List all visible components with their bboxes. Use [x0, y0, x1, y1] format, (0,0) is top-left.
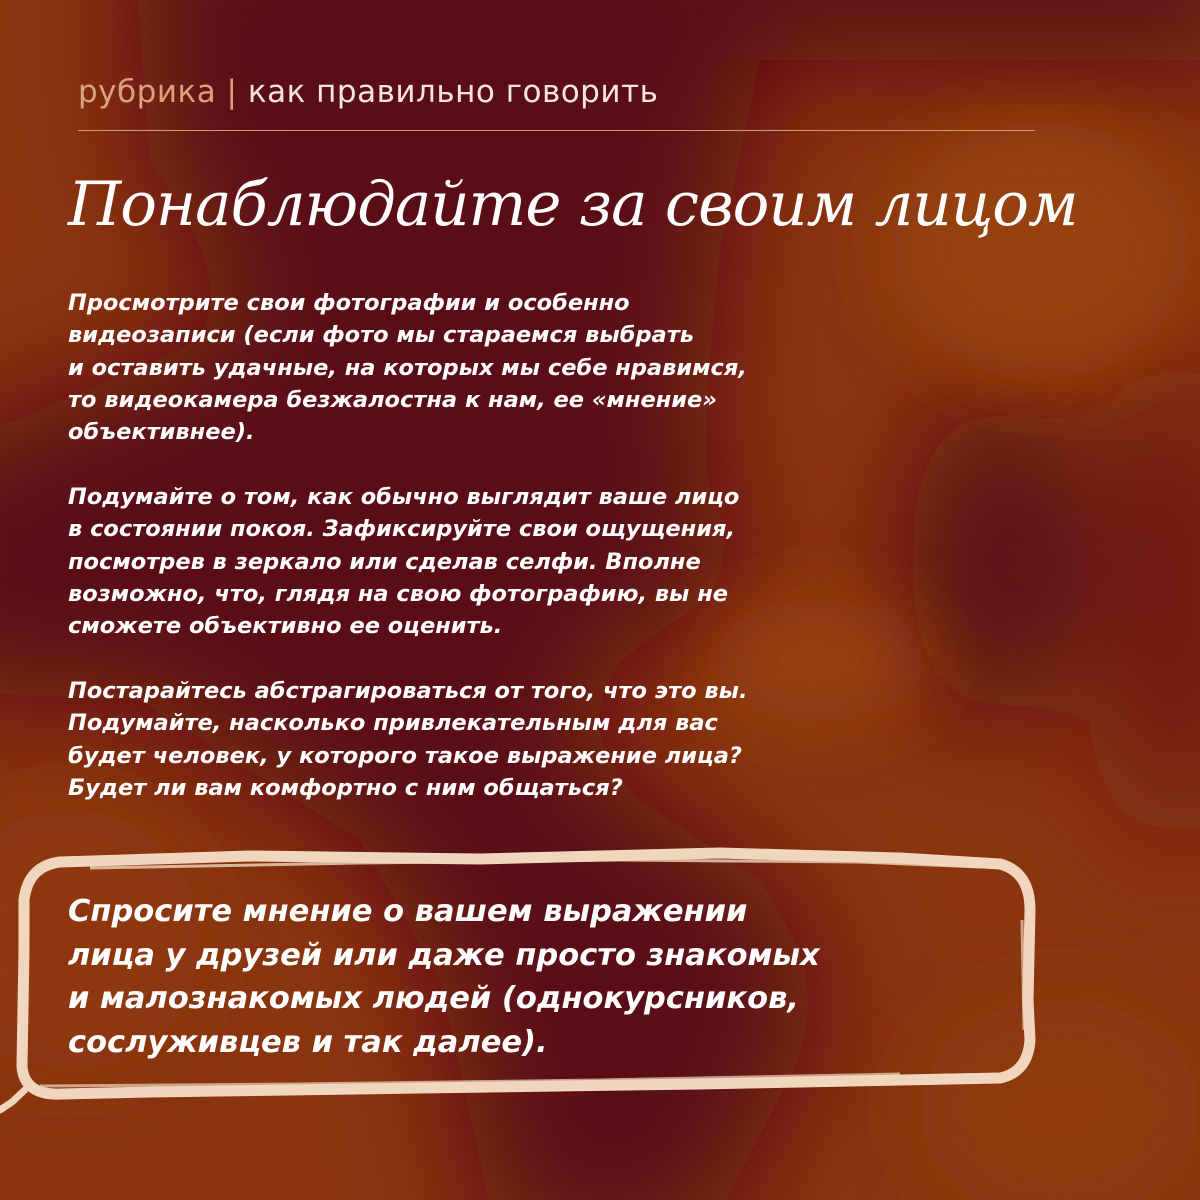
callout-line: Спросите мнение о вашем выражении [68, 894, 748, 929]
paragraph-line: видеозаписи (если фото мы стараемся выбрать [68, 322, 695, 349]
callout-line: лица у друзей или даже просто знакомых [68, 937, 820, 973]
paragraph-line: Просмотрите свои фотографии и особенно [68, 290, 630, 316]
header-divider [78, 130, 1035, 131]
rubric-separator: | [226, 74, 238, 110]
page-title: Понаблюдайте за своим лицом [68, 169, 1078, 240]
callout-text [68, 890, 988, 1064]
paragraph-line: и оставить удачные, на которых мы себе нравимся, [68, 354, 747, 381]
paragraph-line: посмотрев в зеркало или сделав селфи. Вполне [68, 548, 701, 575]
rubric-label: рубрика [78, 74, 217, 110]
paragraph-line: в состоянии покоя. Зафиксируйте свои ощущения, [68, 516, 735, 543]
paragraph-photos [68, 287, 858, 448]
rubric-topic: как правильно говорить [247, 74, 659, 110]
paragraph-line: Постарайтесь абстрагироваться от того, что это вы. [68, 678, 748, 704]
paragraph-abstract [68, 675, 858, 804]
callout-line: и малознакомых людей (однокурсников, [68, 981, 799, 1016]
paragraph-line: то видеокамера безжалостна к нам, ее «мнение» [68, 386, 717, 413]
callout-line: сослуживцев и так далее). [68, 1024, 548, 1060]
rubric-header [78, 70, 658, 114]
paragraph-line: Подумайте, насколько привлекательным для вас [68, 710, 718, 737]
paragraph-resting-face [68, 481, 858, 642]
paragraph-line: Будет ли вам комфортно с ним общаться? [68, 774, 623, 801]
paragraph-line: будет человек, у которого такое выражение лица? [68, 742, 742, 769]
paragraph-line: Подумайте о том, как обычно выглядит ваше лицо [68, 484, 740, 510]
paragraph-line: возможно, что, глядя на свою фотографию, вы не [68, 580, 729, 607]
paragraph-line: сможете объективно ее оценить. [68, 613, 503, 640]
paragraph-line: объективнее). [68, 419, 255, 446]
